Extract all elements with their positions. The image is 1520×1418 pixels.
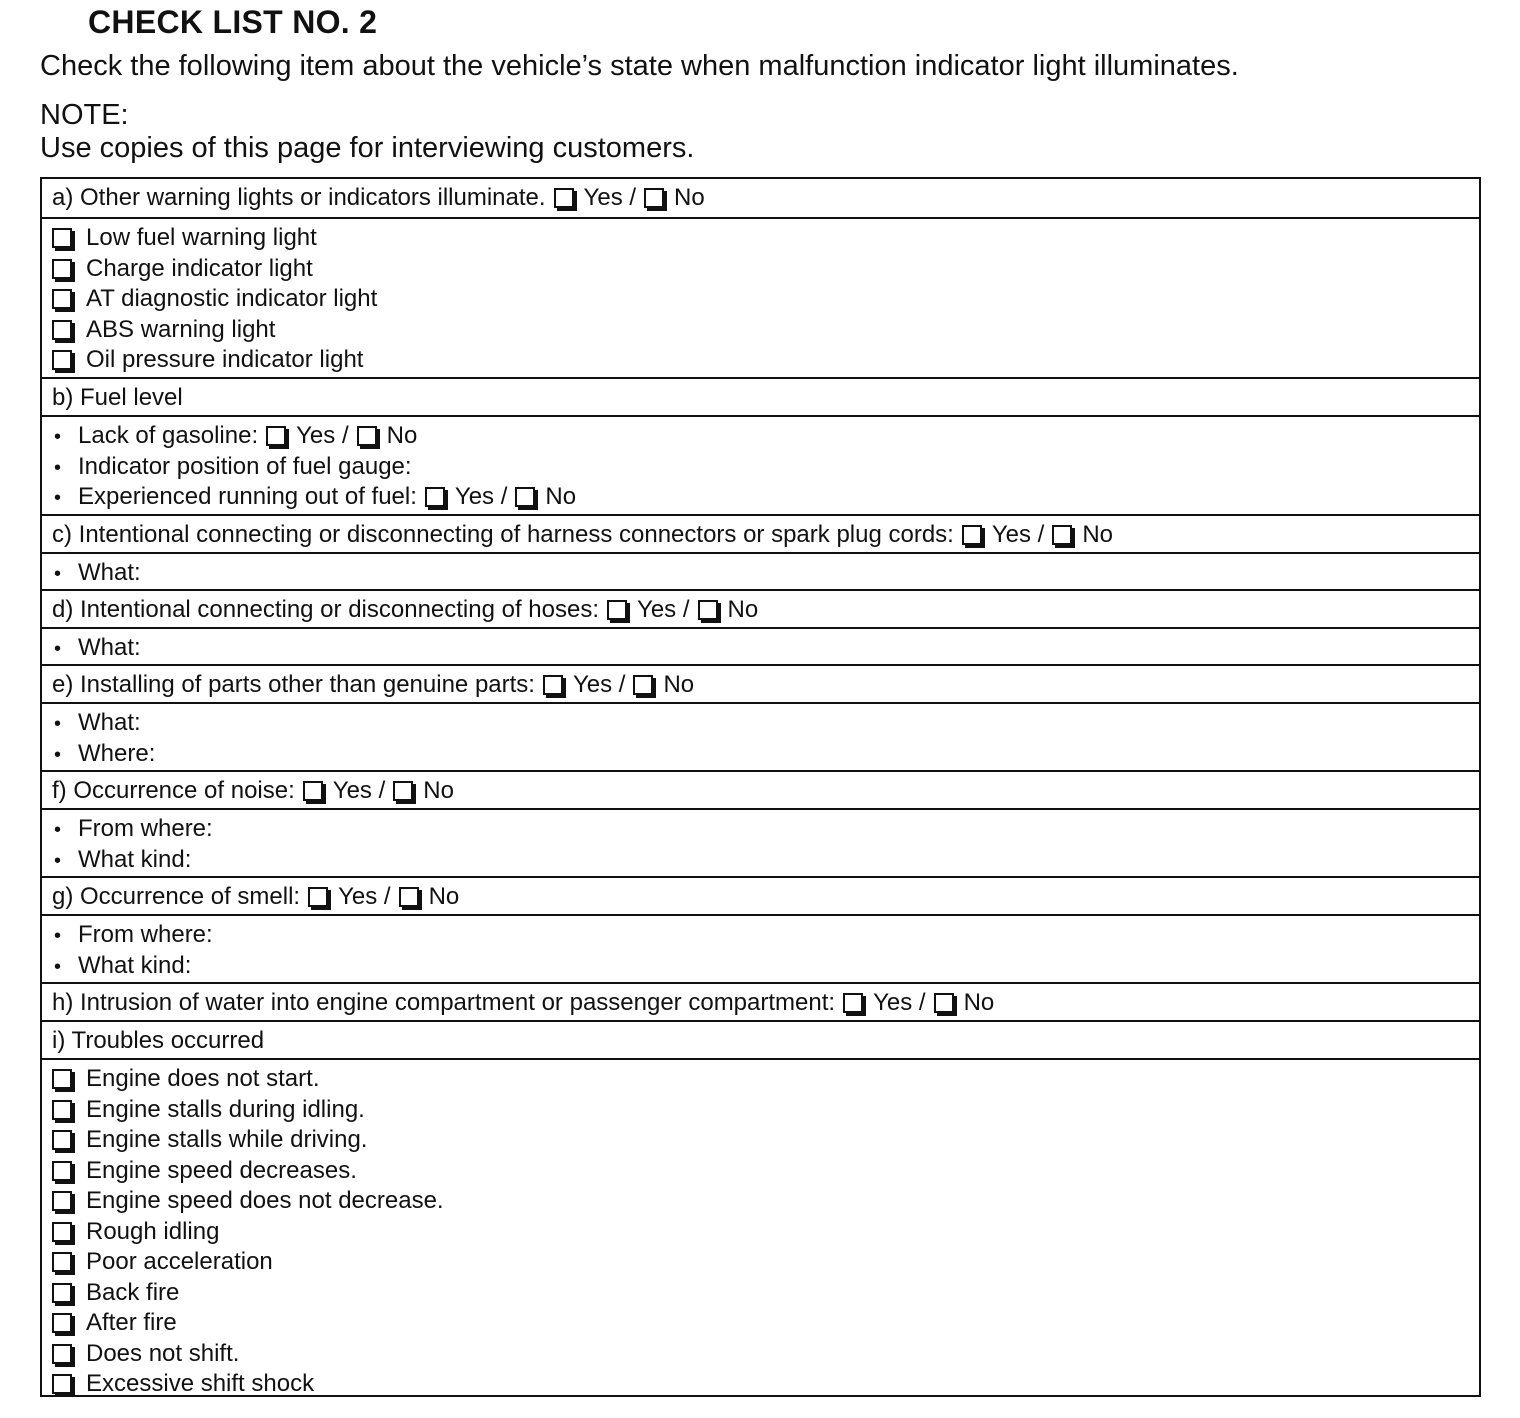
bullet-icon: • [54, 487, 62, 509]
rough-idling-checkbox[interactable] [52, 1222, 72, 1242]
item-label: Rough idling [86, 1217, 220, 1245]
section-h-header [42, 982, 1479, 1020]
section-b-title: b) Fuel level [52, 384, 183, 411]
bullet-icon: • [54, 849, 62, 872]
item-label: After fire [86, 1309, 177, 1336]
list-item [54, 814, 1469, 845]
no-label: No [428, 883, 460, 910]
no-label: No [963, 989, 995, 1016]
bullet-icon: • [54, 819, 62, 841]
list-item [54, 920, 1469, 951]
section-a-yes-checkbox[interactable] [554, 188, 574, 208]
stalls-idling-checkbox[interactable] [52, 1100, 72, 1120]
list-item [52, 1095, 1469, 1126]
item-label: Engine stalls during idling. [86, 1095, 365, 1123]
lack-gasoline-no-checkbox[interactable] [357, 426, 377, 446]
item-label: What: [78, 559, 141, 586]
item-label: Charge indicator light [86, 254, 313, 282]
ran-out-fuel-yes-checkbox[interactable] [425, 487, 445, 507]
bullet-icon: • [54, 925, 62, 947]
item-label: What: [78, 634, 141, 661]
item-label: Back fire [86, 1278, 180, 1306]
list-item [52, 1125, 1469, 1156]
section-h-no-checkbox[interactable] [934, 993, 954, 1013]
item-label: Low fuel warning light [86, 224, 317, 251]
item-label: From where: [78, 921, 213, 948]
section-d-no-checkbox[interactable] [698, 600, 718, 620]
list-item [54, 452, 1469, 483]
does-not-shift-checkbox[interactable] [52, 1344, 72, 1364]
section-h-yes-checkbox[interactable] [843, 993, 863, 1013]
yes-label: Yes / [991, 521, 1045, 548]
list-item [52, 1369, 1469, 1400]
item-label: Engine speed does not decrease. [86, 1187, 444, 1214]
list-item [52, 1186, 1469, 1217]
abs-warning-checkbox[interactable] [52, 320, 72, 340]
engine-not-start-checkbox[interactable] [52, 1069, 72, 1089]
section-g-header [42, 876, 1479, 914]
section-b-body [42, 415, 1479, 514]
after-fire-checkbox[interactable] [52, 1313, 72, 1333]
section-a-no-checkbox[interactable] [644, 188, 664, 208]
section-e-body [42, 702, 1479, 770]
section-f-yes-checkbox[interactable] [303, 781, 323, 801]
list-item [54, 558, 1469, 589]
no-label: No [674, 184, 705, 211]
list-item [52, 254, 1469, 285]
charge-indicator-checkbox[interactable] [52, 259, 72, 279]
item-label: What kind: [78, 845, 192, 873]
bullet-icon: • [54, 426, 62, 448]
yes-label: Yes / [583, 184, 637, 211]
list-item [52, 1064, 1469, 1095]
back-fire-checkbox[interactable] [52, 1283, 72, 1303]
list-item [52, 345, 1469, 376]
section-c-title: c) Intentional connecting or disconnecting of harness connectors or spark plug cords: [52, 521, 954, 548]
oil-pressure-checkbox[interactable] [52, 350, 72, 370]
page-title: CHECK LIST NO. 2 [88, 4, 378, 40]
shift-shock-checkbox[interactable] [52, 1374, 72, 1394]
list-item [54, 421, 1469, 452]
bullet-icon: • [54, 563, 62, 585]
list-item [54, 482, 1469, 513]
section-f-no-checkbox[interactable] [393, 781, 413, 801]
item-label: Where: [78, 739, 156, 767]
list-item [54, 708, 1469, 739]
lack-gasoline-yes-checkbox[interactable] [266, 426, 286, 446]
section-d-yes-checkbox[interactable] [607, 600, 627, 620]
section-a-header [42, 179, 1479, 217]
yes-label: Yes / [454, 483, 508, 510]
ran-out-fuel-no-checkbox[interactable] [515, 487, 535, 507]
section-h-title: h) Intrusion of water into engine compartment or passenger compartment: [52, 989, 836, 1016]
section-g-no-checkbox[interactable] [399, 887, 419, 907]
yes-label: Yes / [572, 671, 626, 698]
bullet-icon: • [54, 713, 62, 735]
no-label: No [545, 483, 577, 510]
section-f-header [42, 770, 1479, 808]
item-label: Engine does not start. [86, 1065, 320, 1092]
yes-label: Yes / [296, 422, 349, 449]
section-g-body [42, 914, 1479, 982]
section-c-header [42, 514, 1479, 552]
no-label: No [727, 596, 759, 623]
no-label: No [386, 422, 418, 449]
item-label: Poor acceleration [86, 1248, 273, 1275]
yes-label: Yes / [637, 596, 690, 623]
section-e-no-checkbox[interactable] [633, 675, 653, 695]
no-label: No [663, 671, 695, 698]
item-label: Oil pressure indicator light [86, 346, 364, 373]
section-f-body [42, 808, 1479, 876]
bullet-icon: • [54, 638, 62, 660]
item-label: Engine stalls while driving. [86, 1126, 368, 1153]
section-g-title: g) Occurrence of smell: [52, 883, 301, 910]
poor-acceleration-checkbox[interactable] [52, 1252, 72, 1272]
stalls-driving-checkbox[interactable] [52, 1130, 72, 1150]
item-label: Engine speed decreases. [86, 1156, 357, 1184]
checklist-form [40, 177, 1481, 1397]
list-item [52, 223, 1469, 254]
item-label: Lack of gasoline: [78, 422, 259, 449]
section-c-no-checkbox[interactable] [1052, 525, 1072, 545]
section-c-body [42, 552, 1479, 589]
item-label: ABS warning light [86, 315, 276, 343]
list-item [52, 1217, 1469, 1248]
speed-decreases-checkbox[interactable] [52, 1161, 72, 1181]
item-label: From where: [78, 815, 213, 842]
section-d-title: d) Intentional connecting or disconnecting of hoses: [52, 596, 600, 623]
section-f-title: f) Occurrence of noise: [52, 777, 295, 804]
section-i-body [42, 1058, 1479, 1400]
note-label: NOTE: [40, 99, 129, 131]
list-item [52, 284, 1469, 315]
speed-not-decrease-checkbox[interactable] [52, 1191, 72, 1211]
no-label: No [1082, 521, 1114, 548]
bullet-icon: • [54, 456, 62, 479]
section-i-header [42, 1020, 1479, 1058]
list-item [54, 951, 1469, 982]
list-item [54, 739, 1469, 770]
list-item [52, 1308, 1469, 1339]
section-i-title: i) Troubles occurred [52, 1027, 265, 1054]
section-d-header [42, 589, 1479, 627]
section-e-yes-checkbox[interactable] [543, 675, 563, 695]
list-item [52, 1339, 1469, 1370]
item-label: Excessive shift shock [86, 1370, 315, 1397]
section-e-title: e) Installing of parts other than genuine parts: [52, 671, 535, 698]
at-diagnostic-checkbox[interactable] [52, 289, 72, 309]
note-text: Use copies of this page for interviewing customers. [40, 132, 695, 164]
item-label: What kind: [78, 951, 192, 979]
section-c-yes-checkbox[interactable] [962, 525, 982, 545]
list-item [52, 315, 1469, 346]
section-a-body [42, 217, 1479, 377]
item-label: AT diagnostic indicator light [86, 285, 378, 312]
list-item [54, 633, 1469, 664]
item-label: Indicator position of fuel gauge: [78, 452, 412, 480]
list-item [52, 1278, 1469, 1309]
no-label: No [423, 777, 454, 804]
yes-label: Yes / [338, 883, 391, 910]
bullet-icon: • [54, 955, 62, 978]
list-item [52, 1156, 1469, 1187]
item-label: Does not shift. [86, 1339, 240, 1367]
list-item [52, 1247, 1469, 1278]
low-fuel-checkbox[interactable] [52, 228, 72, 248]
item-label: Experienced running out of fuel: [78, 483, 417, 510]
section-b-header [42, 377, 1479, 415]
yes-label: Yes / [332, 777, 386, 804]
yes-label: Yes / [873, 989, 926, 1016]
list-item [54, 845, 1469, 876]
item-label: What: [78, 709, 141, 736]
bullet-icon: • [54, 743, 62, 766]
section-a-title: a) Other warning lights or indicators illuminate. [52, 184, 546, 211]
section-e-header [42, 664, 1479, 702]
intro-text: Check the following item about the vehicle’s state when malfunction indicator light illuminates. [40, 50, 1239, 82]
section-g-yes-checkbox[interactable] [308, 887, 328, 907]
section-d-body [42, 627, 1479, 664]
